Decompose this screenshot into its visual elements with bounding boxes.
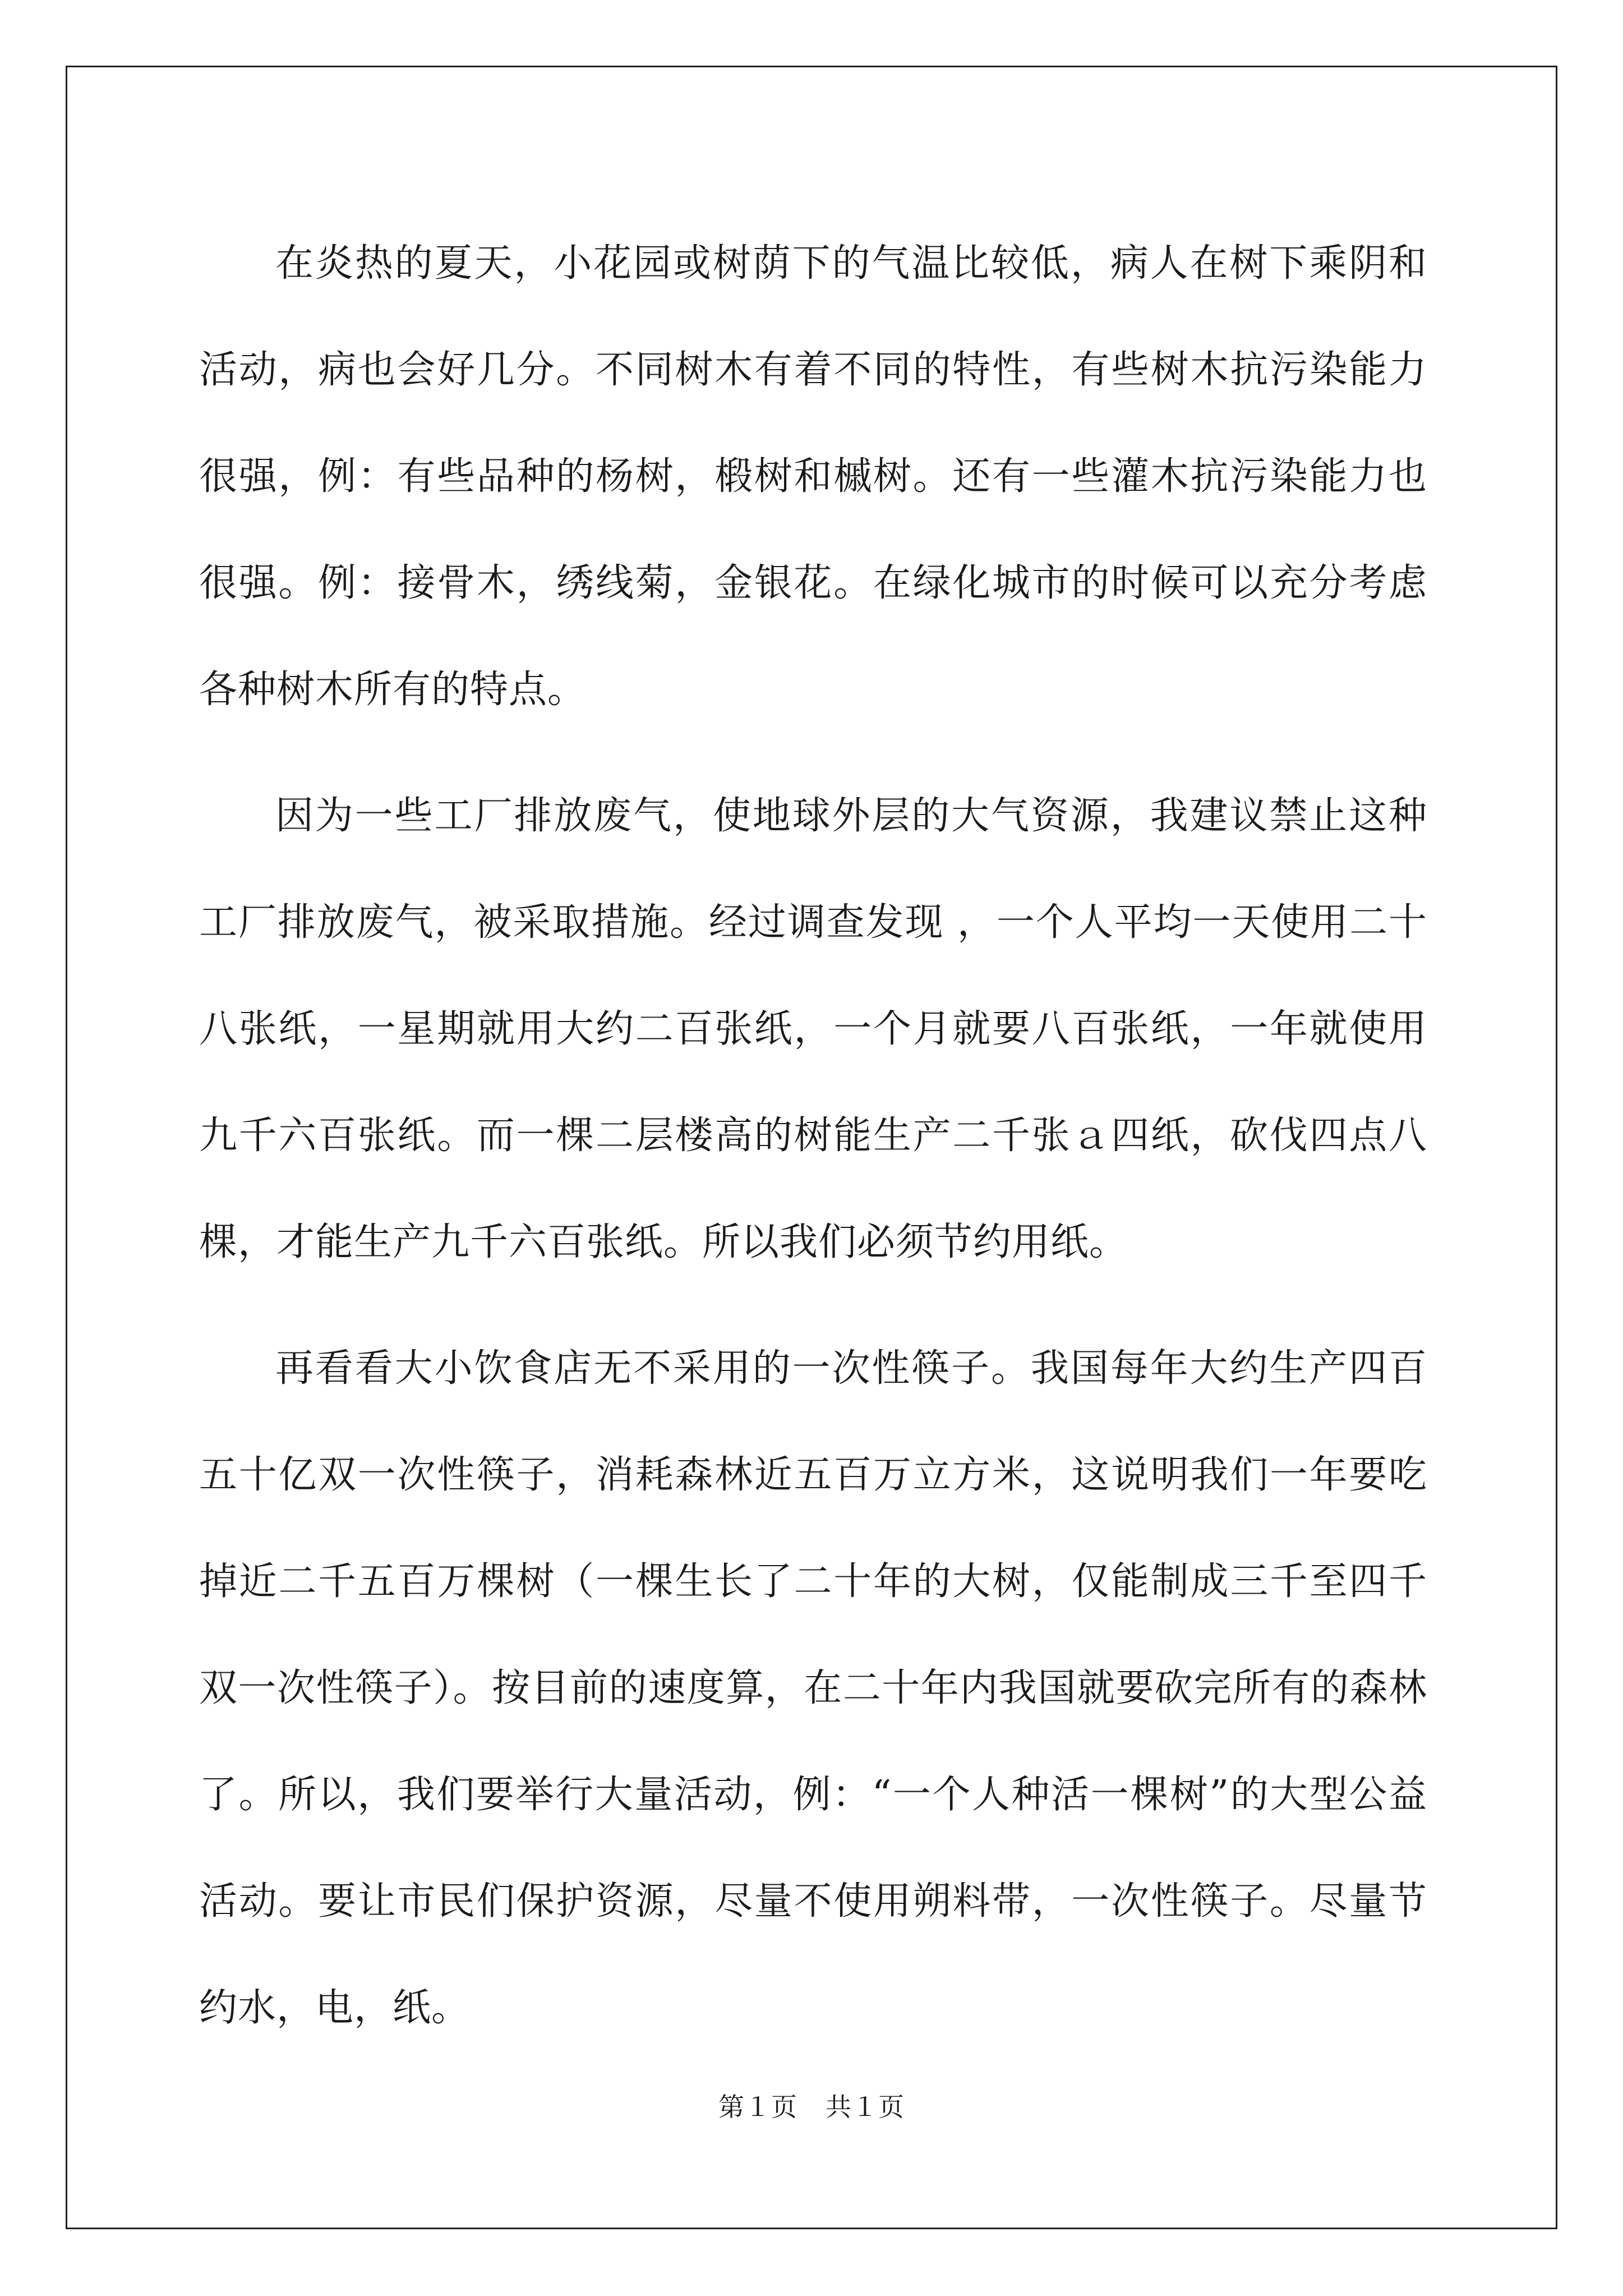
document-body bbox=[199, 210, 1427, 2081]
page-total: 共１页 bbox=[826, 2092, 905, 2122]
paragraph-3: 再看看大小饮食店无不采用的一次性筷子。我国每年大约生产四百五十亿双一次性筷子，消耗森林近五百万立方米，这说明我们一年要吃掉近二千五百万棵树（一棵生长了二十年的大树，仅能制成三千至四千双一次性筷子）。按目前的速度算，在二十年内我国就要砍完所有的森林了。所以，我们要举行大量活动，例：“一个人种活一棵树”的大型公益活动。要让市民们保护资源，尽量不使用朔料带，一次性筷子。尽量节约水，电，纸。 bbox=[199, 1346, 1427, 2030]
paragraph-1: 在炎热的夏天，小花园或树荫下的气温比较低，病人在树下乘阴和活动，病也会好几分。不同树木有着不同的特性，有些树木抗污染能力很强，例：有些品种的杨树，椴树和槭树。还有一些灌木抗污染能力也很强。例：接骨木，绣线菊，金银花。在绿化城市的时候可以充分考虑各种树木所有的特点。 bbox=[199, 241, 1427, 712]
page-number: 第１页 bbox=[718, 2092, 797, 2122]
paragraph-2: 因为一些工厂排放废气，使地球外层的大气资源，我建议禁止这种工厂排放废气，被采取措施。经过调查发现 ，一个人平均一天使用二十八张纸，一星期就用大约二百张纸，一个月就要八百张纸，一年就使用九千六百张纸。而一棵二层楼高的树能生产二千张ａ四纸，砍伐四点八棵，才能生产九千六百张纸。所以我们必须节约用纸。 bbox=[199, 794, 1427, 1264]
page-footer bbox=[0, 2090, 1623, 2124]
